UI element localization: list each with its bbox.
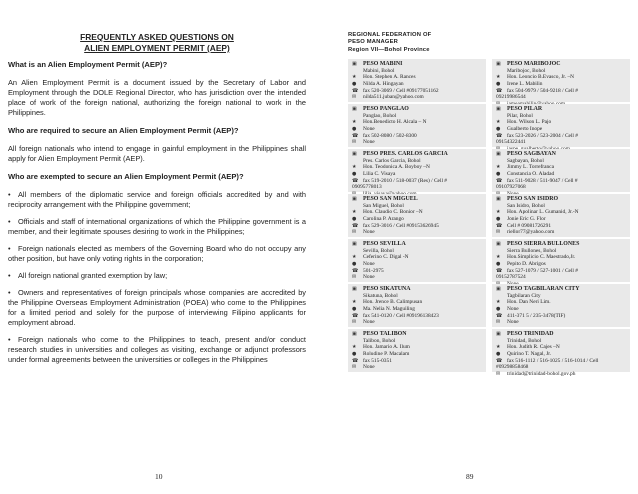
printer-icon: ▣ bbox=[496, 151, 501, 158]
phone-icon: ☎ bbox=[352, 222, 359, 229]
office-place bbox=[352, 68, 482, 75]
office-official-text: Hon. Teodonica A. Boyboy –N bbox=[363, 164, 430, 171]
office-official-text: Hon. Apolinar L. Gumanid, Jr.-N bbox=[507, 209, 579, 216]
printer-icon: ▣ bbox=[352, 331, 357, 338]
envelope-icon: ✉ bbox=[352, 139, 357, 146]
office-official bbox=[496, 74, 626, 81]
office-phone-cont-text: 09095778013 bbox=[352, 184, 382, 191]
office-place-text: Sagbayan, Bohol bbox=[507, 157, 544, 164]
person-icon: ● bbox=[496, 261, 501, 267]
office-email bbox=[352, 94, 482, 101]
exemption-item bbox=[8, 217, 306, 237]
phone-icon: ☎ bbox=[496, 312, 503, 319]
office-manager bbox=[496, 126, 626, 133]
office-card bbox=[348, 104, 486, 147]
office-official-text: Ceferino C. Digal -N bbox=[363, 254, 409, 261]
envelope-icon: ✉ bbox=[496, 319, 501, 326]
office-phone-text: fax 502-8080 / 502-8300 bbox=[363, 132, 417, 139]
office-official-text: Hon. Dan Neri Lim. bbox=[507, 299, 551, 306]
office-email-text: riellor77@yahoo.com bbox=[507, 229, 555, 236]
printer-icon: ▣ bbox=[496, 196, 501, 203]
office-phone bbox=[496, 178, 626, 185]
office-name-text: PESO TAGBILARAN CITY bbox=[507, 286, 580, 293]
office-place-text: Talibon, Bohol bbox=[363, 337, 396, 344]
office-name-text: PESO SAN ISIDRO bbox=[507, 196, 559, 203]
exemption-text: Owners and representatives of foreign principals whose companies are accredited by the Philippine Overseas Employment Administration (POEA) who come to the Philippines for a limited period and solely for the purpose of interviewing Filipino applicants for employment abroad. bbox=[8, 288, 306, 327]
question-3: Who are exempted to secure an Alien Employment Permit (AEP)? bbox=[8, 172, 244, 181]
office-place bbox=[496, 248, 626, 255]
office-phone bbox=[496, 133, 626, 140]
star-icon: ★ bbox=[496, 119, 501, 126]
printer-icon: ▣ bbox=[352, 61, 357, 68]
office-place-text: Tagbilaran City bbox=[507, 292, 541, 299]
office-phone-text: fax 529-3016 / Cell #09153626945 bbox=[363, 222, 439, 229]
office-official-text: Hon.Simplicio C. Maestrado,Jr. bbox=[507, 254, 576, 261]
phone-icon: ☎ bbox=[496, 357, 503, 364]
envelope-icon: ✉ bbox=[496, 370, 501, 377]
printer-icon: ▣ bbox=[496, 286, 501, 293]
phone-icon: ☎ bbox=[496, 87, 503, 94]
exemption-item bbox=[8, 288, 306, 328]
office-phone bbox=[352, 88, 482, 95]
office-manager bbox=[496, 81, 626, 88]
person-icon: ● bbox=[496, 126, 501, 132]
office-official bbox=[352, 119, 482, 126]
exemption-text: All foreign national granted exemption by law; bbox=[18, 271, 168, 280]
exemption-text: All members of the diplomatic service and foreign officials accredited by and with reciprocity arrangement with the Philippine government; bbox=[8, 190, 306, 209]
office-manager-text: Carolina P. Arango bbox=[363, 216, 404, 222]
person-icon: ● bbox=[496, 171, 501, 177]
office-name-text: PESO SAN MIGUEL bbox=[363, 196, 418, 203]
office-place-text: Mabini, Bohol bbox=[363, 67, 395, 74]
office-email bbox=[352, 229, 482, 236]
star-icon: ★ bbox=[496, 209, 501, 216]
office-name-text: PESO TALIBON bbox=[363, 331, 407, 338]
office-phone-cont bbox=[496, 364, 626, 371]
phone-icon: ☎ bbox=[352, 267, 359, 274]
directory-header bbox=[348, 32, 630, 54]
right-page bbox=[348, 32, 630, 377]
star-icon: ★ bbox=[352, 344, 357, 351]
exemption-item bbox=[8, 244, 306, 264]
office-phone bbox=[352, 268, 482, 275]
office-manager bbox=[352, 171, 482, 178]
office-official bbox=[352, 74, 482, 81]
office-name-text: PESO TRINIDAD bbox=[507, 331, 554, 338]
office-email-text: None bbox=[363, 274, 375, 281]
office-card bbox=[348, 194, 486, 237]
office-phone-cont-text: 09107927068 bbox=[496, 184, 526, 191]
exemption-text: Foreign nationals elected as members of the Governing Board who do not occupy any other position, but have only voting rights in the corporation; bbox=[8, 244, 306, 263]
printer-icon: ▣ bbox=[352, 196, 357, 203]
office-place-text: Trinidad, Bohol bbox=[507, 337, 542, 344]
office-phone-cont-text: 09219986544 bbox=[496, 94, 526, 101]
star-icon: ★ bbox=[496, 254, 501, 261]
office-phone-text: Cell # 09081726291 bbox=[507, 222, 552, 229]
office-phone bbox=[352, 358, 482, 365]
office-official bbox=[496, 119, 626, 126]
phone-icon: ☎ bbox=[352, 357, 359, 364]
office-official bbox=[352, 209, 482, 216]
office-name-text: PESO SEVILLA bbox=[363, 241, 406, 248]
office-place bbox=[352, 293, 482, 300]
bullet-icon: • bbox=[8, 217, 11, 226]
office-manager bbox=[352, 306, 482, 313]
office-phone bbox=[496, 268, 626, 275]
office-phone bbox=[496, 88, 626, 95]
office-official-text: Hon. Jrence B. Calimpusan bbox=[363, 299, 423, 306]
office-name bbox=[496, 331, 626, 338]
envelope-icon: ✉ bbox=[352, 94, 357, 101]
office-official-text: Hon. Jamario A. Ilum bbox=[363, 344, 410, 351]
office-manager-text: Gualberto Inope bbox=[507, 126, 543, 132]
office-email bbox=[496, 319, 626, 326]
office-manager-text: Roludine P. Macalam bbox=[363, 351, 410, 357]
office-manager-text: Pepito D. Abrigos bbox=[507, 261, 546, 267]
office-manager bbox=[496, 171, 626, 178]
exemption-item bbox=[8, 271, 306, 281]
office-card bbox=[348, 59, 486, 102]
office-phone-text: 411-371 5 / 235-3478(TIF) bbox=[507, 312, 566, 319]
office-card bbox=[492, 149, 630, 192]
office-name bbox=[496, 106, 626, 113]
phone-icon: ☎ bbox=[352, 132, 359, 139]
printer-icon: ▣ bbox=[496, 241, 501, 248]
office-manager bbox=[496, 261, 626, 268]
office-card bbox=[348, 329, 486, 372]
phone-icon: ☎ bbox=[496, 132, 503, 139]
office-phone-text: fax 511-9028 / 511-9047 / Cell # bbox=[507, 177, 578, 184]
header-line3: Region VII—Bohol Province bbox=[348, 46, 430, 53]
left-page-number: 10 bbox=[155, 472, 163, 481]
office-email-text: None bbox=[363, 229, 375, 236]
office-place bbox=[496, 68, 626, 75]
office-name bbox=[496, 151, 626, 158]
office-official bbox=[496, 164, 626, 171]
office-card bbox=[492, 329, 630, 377]
phone-icon: ☎ bbox=[496, 267, 503, 274]
right-page-number: 89 bbox=[466, 472, 474, 481]
office-card bbox=[492, 284, 630, 327]
office-name bbox=[352, 61, 482, 68]
office-official-text: Jimmy L. Torrefranca bbox=[507, 164, 554, 171]
office-phone-text: fax 523-2026 / 523-2004 / Cell # bbox=[507, 132, 578, 139]
printer-icon: ▣ bbox=[496, 61, 501, 68]
faq-title-line2: ALIEN EMPLOYMENT PERMIT (AEP) bbox=[84, 43, 230, 53]
star-icon: ★ bbox=[352, 74, 357, 81]
office-phone bbox=[352, 223, 482, 230]
office-directory-grid bbox=[348, 59, 630, 377]
office-name bbox=[496, 61, 626, 68]
office-email-text: None bbox=[363, 319, 375, 326]
header-line2: PESO MANAGER bbox=[348, 39, 399, 46]
office-email-text: None bbox=[363, 364, 375, 371]
person-icon: ● bbox=[352, 81, 357, 87]
office-card bbox=[492, 239, 630, 282]
office-place-text: Pres. Carlos Garcia, Bohol bbox=[363, 157, 421, 164]
envelope-icon: ✉ bbox=[352, 274, 357, 281]
office-phone-text: fax 515-0351 bbox=[363, 357, 392, 364]
office-email-text: None bbox=[363, 139, 375, 146]
star-icon: ★ bbox=[496, 164, 501, 171]
office-official bbox=[352, 344, 482, 351]
answer-2: All foreign nationals who intend to engage in gainful employment in the Philippines shall apply for Alien Employment Permit (AEP). bbox=[8, 144, 306, 163]
office-place bbox=[496, 203, 626, 210]
office-manager-text: Quirino T. Nagal, Jr. bbox=[507, 351, 552, 357]
person-icon: ● bbox=[496, 306, 501, 312]
office-place-text: Pilar, Bohol bbox=[507, 112, 533, 119]
office-phone-cont bbox=[352, 184, 482, 191]
office-card bbox=[492, 194, 630, 237]
office-card bbox=[492, 59, 630, 102]
office-name bbox=[352, 106, 482, 113]
office-manager bbox=[352, 126, 482, 133]
office-official bbox=[352, 299, 482, 306]
person-icon: ● bbox=[352, 216, 357, 222]
envelope-icon: ✉ bbox=[352, 229, 357, 236]
office-manager bbox=[352, 81, 482, 88]
office-name-text: PESO PANGLAO bbox=[363, 106, 409, 113]
office-name bbox=[496, 196, 626, 203]
office-phone bbox=[496, 313, 626, 320]
office-place-text: Maribojoc, Bohol bbox=[507, 67, 546, 74]
office-name bbox=[352, 241, 482, 248]
office-manager bbox=[352, 261, 482, 268]
office-phone-cont bbox=[496, 184, 626, 191]
office-place bbox=[496, 293, 626, 300]
office-official bbox=[352, 164, 482, 171]
office-manager-text: Nilda A. Hingayan bbox=[363, 81, 404, 87]
office-manager-text: None bbox=[363, 126, 375, 132]
star-icon: ★ bbox=[352, 209, 357, 216]
office-name-text: PESO PRES. CARLOS GARCIA bbox=[363, 151, 448, 158]
office-phone-cont bbox=[496, 274, 626, 281]
bullet-icon: • bbox=[8, 190, 11, 199]
office-phone-text: fax 516-1112 / 516-1025 / 516-1014 / Cell bbox=[507, 357, 599, 364]
office-place-text: San Isidro, Bohol bbox=[507, 202, 545, 209]
office-place bbox=[496, 338, 626, 345]
office-name bbox=[496, 286, 626, 293]
star-icon: ★ bbox=[352, 254, 357, 261]
phone-icon: ☎ bbox=[352, 312, 359, 319]
office-name-text: PESO MABINI bbox=[363, 61, 403, 68]
office-phone bbox=[496, 223, 626, 230]
office-name-text: PESO SIERRA BULLONES bbox=[507, 241, 580, 248]
office-place-text: San Miguel, Bohol bbox=[363, 202, 404, 209]
office-phone bbox=[352, 133, 482, 140]
office-name-text: PESO MARIBOJOC bbox=[507, 61, 561, 68]
office-manager bbox=[496, 351, 626, 358]
bullet-icon: • bbox=[8, 335, 11, 344]
office-phone-text: fax 504-9979 / 504-9218 / Cell # bbox=[507, 87, 578, 94]
faq-title bbox=[8, 32, 306, 54]
office-place-text: Sevilla, Bohol bbox=[363, 247, 394, 254]
office-manager bbox=[496, 216, 626, 223]
star-icon: ★ bbox=[496, 74, 501, 81]
office-card bbox=[348, 284, 486, 327]
office-name-text: PESO PILAR bbox=[507, 106, 543, 113]
bullet-icon: • bbox=[8, 271, 11, 280]
star-icon: ★ bbox=[496, 344, 501, 351]
office-official bbox=[496, 209, 626, 216]
bullet-icon: • bbox=[8, 288, 11, 297]
office-name bbox=[496, 241, 626, 248]
header-line1: REGIONAL FEDERATION OF bbox=[348, 32, 432, 38]
exemption-text: Foreign nationals who come to the Philippines to teach, present and/or conduct research studies in universities and colleges as visiting, exchange or adjunct professors under formal agreements between the universities or colleges in the Philippines bbox=[8, 335, 306, 364]
exemption-item bbox=[8, 335, 306, 365]
phone-icon: ☎ bbox=[352, 87, 359, 94]
office-manager bbox=[352, 351, 482, 358]
question-2: Who are required to secure an Alien Employment Permit (AEP)? bbox=[8, 126, 239, 135]
star-icon: ★ bbox=[352, 119, 357, 126]
office-phone-text: fax 541-0120 / Cell #09196138423 bbox=[363, 312, 439, 319]
person-icon: ● bbox=[352, 171, 357, 177]
office-place bbox=[352, 113, 482, 120]
office-card bbox=[348, 149, 486, 192]
office-phone bbox=[352, 313, 482, 320]
exemption-item bbox=[8, 190, 306, 210]
office-manager-text: Ma. Nelia N. Maguiling bbox=[363, 306, 415, 312]
office-official bbox=[496, 344, 626, 351]
office-name-text: PESO SAGBAYAN bbox=[507, 151, 556, 158]
person-icon: ● bbox=[496, 351, 501, 357]
printer-icon: ▣ bbox=[352, 106, 357, 113]
office-place-text: Sierra Bullones, Bohol bbox=[507, 247, 557, 254]
office-phone-cont bbox=[496, 139, 626, 146]
star-icon: ★ bbox=[352, 299, 357, 306]
envelope-icon: ✉ bbox=[352, 364, 357, 371]
office-manager-text: None bbox=[363, 261, 375, 267]
answer-1: An Alien Employment Permit is a document issued by the Secretary of Labor and Employment through the DOLE Regional Director, who has jurisdiction over the intended place of work of the foreign national, authorizing the foreign national to work in the Philippines. bbox=[8, 78, 306, 117]
office-phone bbox=[352, 178, 482, 185]
faq-title-line1: FREQUENTLY ASKED QUESTIONS ON bbox=[80, 32, 234, 42]
office-place bbox=[352, 203, 482, 210]
office-email-text: None bbox=[507, 319, 519, 326]
office-manager-text: Irene L. Mabilin bbox=[507, 81, 543, 87]
office-phone-text: fax 527-1079 / 527-1001 / Cell # bbox=[507, 267, 578, 274]
office-place-text: Sikatuna, Bohol bbox=[363, 292, 398, 299]
office-place bbox=[352, 158, 482, 165]
office-manager-text: Jonie Eric G. Flor bbox=[507, 216, 546, 222]
office-card bbox=[492, 104, 630, 147]
office-email bbox=[352, 139, 482, 146]
office-email-text: nilda511.juban@yahoo.com bbox=[363, 94, 424, 101]
person-icon: ● bbox=[352, 306, 357, 312]
office-official-text: Hon. Claudio C. Bonior –N bbox=[363, 209, 423, 216]
office-place-text: Panglao, Bohol bbox=[363, 112, 397, 119]
office-name-text: PESO SIKATUNA bbox=[363, 286, 411, 293]
left-page bbox=[8, 32, 306, 372]
office-phone-text: fax 520-3069 / Cell #09177051162 bbox=[363, 87, 439, 94]
bullet-icon: • bbox=[8, 244, 11, 253]
office-name bbox=[352, 331, 482, 338]
phone-icon: ☎ bbox=[496, 177, 503, 184]
office-email bbox=[496, 371, 626, 378]
question-1: What is an Alien Employment Permit (AEP)? bbox=[8, 60, 168, 69]
person-icon: ● bbox=[352, 126, 357, 132]
office-card bbox=[348, 239, 486, 282]
envelope-icon: ✉ bbox=[352, 319, 357, 326]
office-official bbox=[352, 254, 482, 261]
office-place bbox=[352, 338, 482, 345]
person-icon: ● bbox=[496, 81, 501, 87]
star-icon: ★ bbox=[352, 164, 357, 171]
office-official-text: Hon. Wilson L. Pajo bbox=[507, 119, 552, 126]
printer-icon: ▣ bbox=[352, 241, 357, 248]
exemption-text: Officials and staff of international organizations of which the Philippine government is a member, and their legitimate spouses desiring to work in the Philippines; bbox=[8, 217, 306, 236]
office-official-text: Hon.Benedicto H. Alcala – N bbox=[363, 119, 427, 126]
office-phone-cont-text: #09298858468 bbox=[496, 364, 529, 371]
office-manager bbox=[352, 216, 482, 223]
office-name bbox=[352, 151, 482, 158]
office-name bbox=[352, 286, 482, 293]
printer-icon: ▣ bbox=[496, 331, 501, 338]
office-official-text: Hon. Judith R. Cajes –N bbox=[507, 344, 560, 351]
person-icon: ● bbox=[352, 261, 357, 267]
office-email bbox=[352, 319, 482, 326]
office-manager bbox=[496, 306, 626, 313]
office-name bbox=[352, 196, 482, 203]
office-phone-text: fax 519-2010 / 518-0037 (Res) / Cell # bbox=[363, 177, 447, 184]
office-official-text: Hon. Leoncio B.Evasco, Jr. –N bbox=[507, 74, 575, 81]
phone-icon: ☎ bbox=[352, 177, 359, 184]
exemption-list bbox=[8, 190, 306, 365]
office-phone-cont-text: 09154322441 bbox=[496, 139, 526, 146]
office-manager-text: Constancia O. Aladad bbox=[507, 171, 555, 177]
person-icon: ● bbox=[352, 351, 357, 357]
office-official bbox=[496, 254, 626, 261]
printer-icon: ▣ bbox=[352, 151, 357, 158]
office-place bbox=[496, 113, 626, 120]
office-official bbox=[496, 299, 626, 306]
office-manager-text: Lilia C. Visaya bbox=[363, 171, 396, 177]
star-icon: ★ bbox=[496, 299, 501, 306]
office-email bbox=[352, 274, 482, 281]
office-manager-text: None bbox=[507, 306, 519, 312]
office-phone bbox=[496, 358, 626, 365]
phone-icon: ☎ bbox=[496, 222, 503, 229]
office-email-text: trinidad@trinidad-bohol.gov.ph bbox=[507, 370, 576, 377]
office-official-text: Hon. Stephen A. Rances bbox=[363, 74, 416, 81]
office-phone-cont bbox=[496, 94, 626, 101]
printer-icon: ▣ bbox=[496, 106, 501, 113]
printer-icon: ▣ bbox=[352, 286, 357, 293]
office-email bbox=[496, 229, 626, 236]
envelope-icon: ✉ bbox=[496, 229, 501, 236]
person-icon: ● bbox=[496, 216, 501, 222]
office-phone-cont-text: 09152787524 bbox=[496, 274, 526, 281]
office-phone-text: 501-2975 bbox=[363, 267, 384, 274]
office-email bbox=[352, 364, 482, 371]
